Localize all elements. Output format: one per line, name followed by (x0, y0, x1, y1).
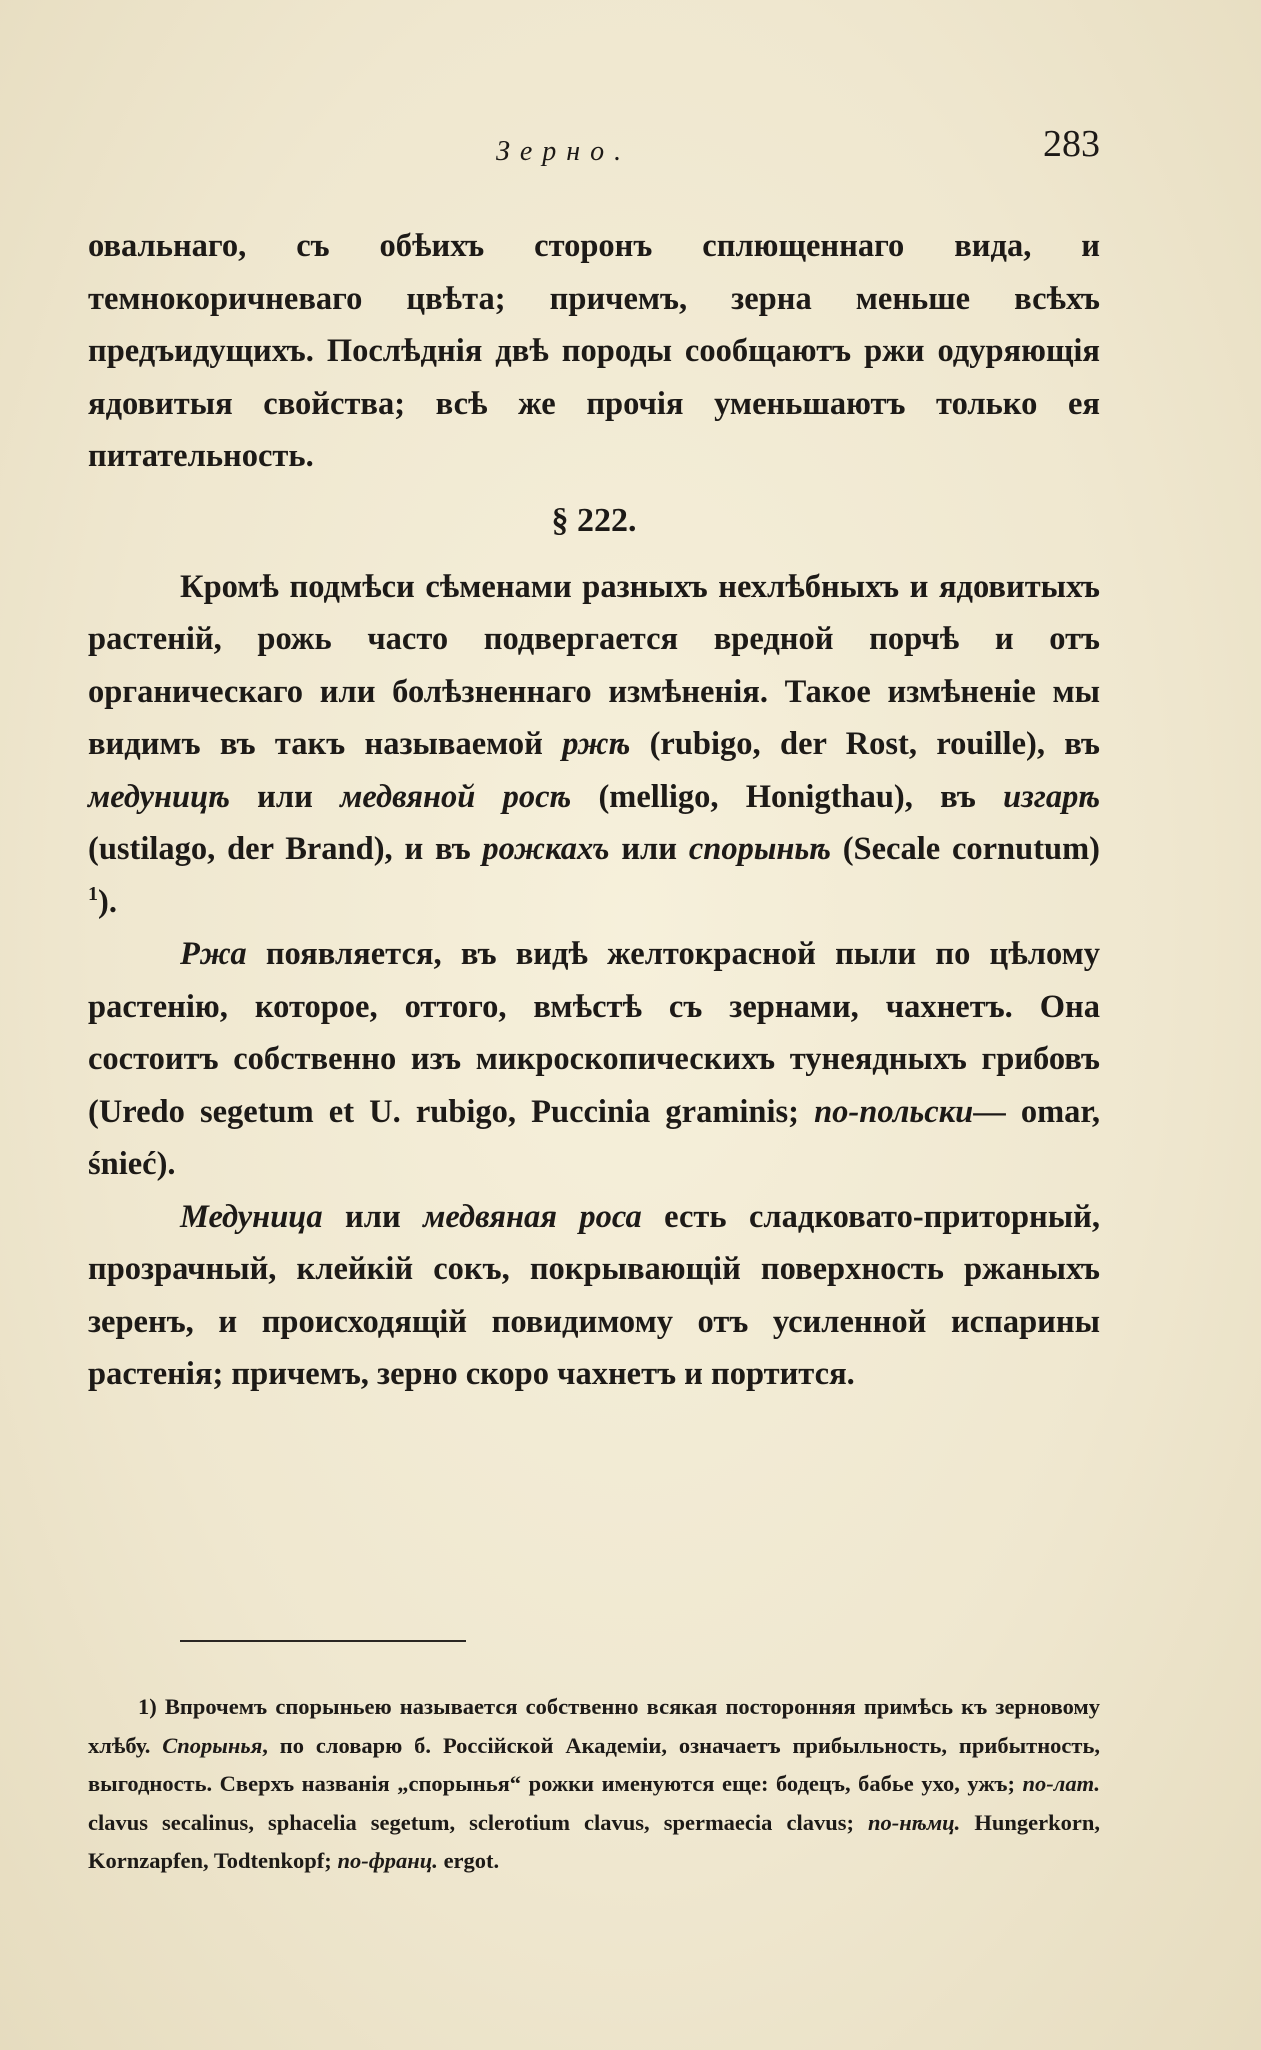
body-text (88, 220, 1100, 1401)
footnote-marker[interactable]: 1 (88, 882, 98, 905)
text-run: (ustilago, der Brand), и въ (88, 831, 483, 867)
text-run: ). (98, 883, 117, 920)
paragraph-rust (88, 928, 1100, 1191)
text-run: или (322, 1198, 424, 1235)
text-run: есть сладковато-приторный, прозрачный, клейкій сокъ, покрывающій поверхность ржаныхъ зеренъ, и происходящій повидимому отъ усиленной испарины растенія; причемъ, зерно скоро чахнетъ и портится. (88, 1198, 1100, 1392)
term-izgare: изгарѣ (1003, 778, 1101, 815)
text-run: или (229, 778, 341, 815)
footnote-term-german: по-нѣмц. (868, 1809, 961, 1835)
term-medunitsa: Медуница (180, 1198, 323, 1235)
footnote-text: 1) Впрочемъ спорыньею называется собственно всякая посторонняя примѣсь къ зерновому хлѣбу. (88, 1694, 1100, 1758)
footnote-text: Hungerkorn, Kornzapfen, Todtenkopf; (88, 1809, 1100, 1873)
paragraph-admixture (88, 561, 1100, 929)
text-run: или (609, 831, 689, 867)
paragraph-honeydew (88, 1191, 1100, 1401)
term-rozhkakh: рожкахъ (482, 831, 610, 867)
page-number: 283 (1043, 123, 1100, 165)
footnote-term-sporynya: Спорынья (162, 1732, 263, 1758)
term-medunitse: медуницѣ (88, 778, 230, 815)
term-rzha: Ржа (180, 936, 247, 972)
footnote (88, 1688, 1100, 1881)
paragraph-continuation: овальнаго, съ обѣихъ сторонъ сплющеннаго вида, и темнокоричневаго цвѣта; причемъ, зерна меньше всѣхъ предъидущихъ. Послѣднія двѣ породы сообщаютъ ржи одуряющія ядовитыя свойства; всѣ же прочія уменьшаютъ только ея питательность. (88, 228, 1100, 474)
section-heading: § 222. (551, 501, 637, 539)
term-medvyanaya-rosa: медвяная роса (423, 1198, 642, 1235)
term-rzhe: ржѣ (562, 726, 631, 762)
term-medvyanoi-rose: медвяной росѣ (340, 778, 572, 815)
footnote-text: , по словарю б. Россійской Академіи, означаетъ прибыльность, прибытность, выгодность. Сверхъ названія „спорынья“ рожки именуются еще: бодецъ, бабье ухо, ужъ; (88, 1732, 1100, 1796)
text-run: появляется, въ видѣ желтокрасной пыли по цѣлому растенію, которое, оттого, вмѣстѣ съ зернами, чахнетъ. Она состоитъ собственно изъ микроскопическихъ тунеядныхъ грибовъ (Uredo segetum et U. rubigo, Puccinia graminis; (88, 936, 1100, 1130)
text-run: (melligo, Honigthau), въ (571, 778, 1004, 815)
term-po-polski: по-польски (814, 1093, 974, 1130)
text-run: Кромѣ подмѣси сѣменами разныхъ нехлѣбныхъ и ядовитыхъ растеній, рожь часто подвергается вредной порчѣ и отъ органическаго или болѣзненнаго измѣненія. Такое измѣненіе мы видимъ въ такъ называемой (88, 568, 1100, 762)
footnote-term-latin: по-лат. (1022, 1771, 1100, 1796)
text-run: (rubigo, der Rost, rouille), въ (630, 726, 1100, 762)
footnote-rule (180, 1640, 466, 1642)
footnote-text: ergot. (437, 1848, 500, 1873)
term-sporynie: спорыньѣ (688, 831, 831, 867)
text-run: — omar, śnieć). (88, 1093, 1100, 1182)
page-header (88, 122, 1100, 182)
text-run: (Secale cornutum) (830, 831, 1100, 867)
running-title: Зерно. (496, 136, 632, 167)
footnote-term-french: по-франц. (337, 1848, 438, 1873)
footnote-text: clavus secalinus, sphacelia segetum, sclerotium clavus, spermaecia clavus; (88, 1809, 868, 1835)
